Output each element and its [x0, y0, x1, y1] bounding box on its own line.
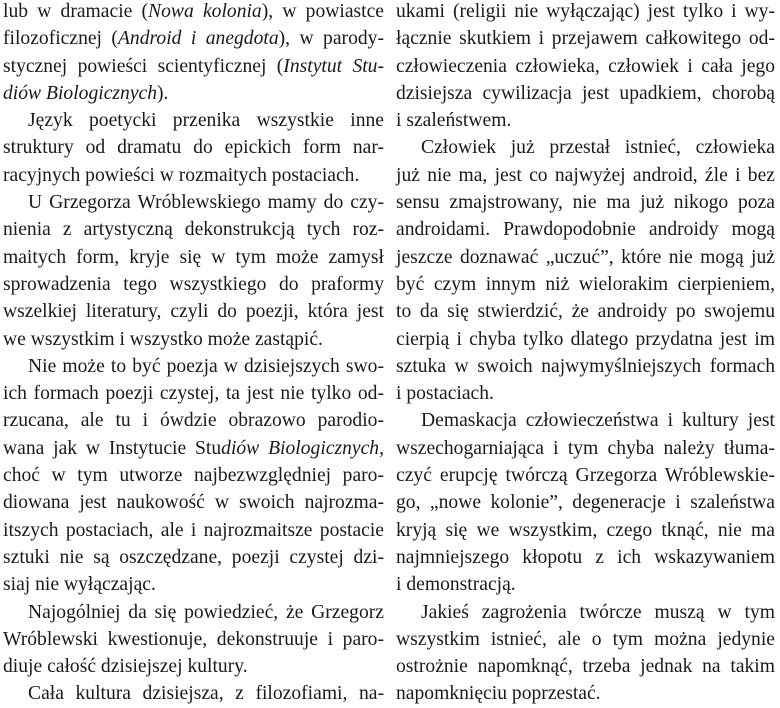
text-line: U Grzegorza Wróblewskiego mamy do czy- — [28, 192, 384, 214]
text-line: struktury od dramatu do epickich form nar- — [3, 137, 384, 159]
text-line: diowana jest naukowość w swoich najrozma- — [3, 492, 384, 514]
text-line: być czym innym niż wielorakim cierpieniem, — [396, 273, 775, 295]
text-line: sprowadzenia tego wszystkiego do praformy — [3, 273, 384, 295]
text-line: człowieczenia człowieka, człowiek i cała jego — [396, 55, 775, 77]
text-line: Cała kultura dzisiejsza, z filozofiami, na- — [28, 683, 384, 705]
text-line: Demaskacja człowieczeństwa i kultury jest — [421, 410, 775, 432]
text-line: stycznej powieści scientyficznej (Instytut Stu- — [3, 55, 385, 77]
text-line: Język poetycki przenika wszystkie inne — [28, 110, 384, 132]
text-line: androidami. Prawdopodobnie androidy mogą — [396, 219, 775, 241]
text-line: dzisiejsza cywilizacja jest upadkiem, chorobą — [396, 82, 775, 104]
text-line: i postaciach. — [396, 383, 494, 405]
text-line: Jakieś zagrożenia twórcze muszą w tym — [421, 601, 775, 623]
text-line: ostrożnie napomknąć, trzeba jednak na takim — [396, 656, 775, 678]
text-line: Nie może to być poezja w dzisiejszych swo- — [28, 355, 384, 377]
text-line: wana jak w Instytucie Studiów Biologicznych, — [3, 437, 384, 459]
text-line: nienia z artystyczną dekonstrukcją tych roz- — [3, 219, 384, 241]
text-line: Najogólniej da się powiedzieć, że Grzegorz — [28, 601, 384, 623]
text-line: sensu zmajstrowany, nie ma już nikogo poza — [396, 192, 775, 214]
text-line: i szaleństwem. — [396, 110, 512, 132]
text-line: ukami (religii nie wyłączając) jest tylko i wy- — [396, 1, 775, 22]
text-line: maitych form, kryje się w tym może zamysł — [3, 246, 384, 268]
italic-title: Nowa kolonia — [148, 1, 262, 22]
text-line: to da się stwierdzić, że androidy po swojemu — [396, 301, 775, 323]
text-line: sztuki nie są oszczędzane, poezji czystej dzi- — [3, 546, 384, 568]
text-line: wszystkim istnieć, ale o tym można jedynie — [396, 628, 775, 650]
italic-title: Android i anegdota — [117, 28, 279, 50]
text-line: czyć erupcję twórczą Grzegorza Wróblewskie- — [396, 465, 775, 487]
text-line: już nie ma, jest co najwyżej android, źle i bez — [396, 164, 775, 186]
text-line: itszych postaciach, ale i najrozmaitsze postacie — [3, 519, 384, 541]
text-line: diów Biologicznych). — [3, 82, 169, 104]
text-line: cierpią i chyba tylko dlatego przydatna jest im — [396, 328, 775, 350]
italic-title: diów Biologicznych — [3, 82, 158, 104]
right-text-column — [396, 0, 775, 708]
text-line: lub w dramacie (Nowa kolonia), w powiastce — [3, 1, 385, 22]
text-line: Wróblewski kwestionuje, dekonstruuje i paro- — [3, 628, 384, 650]
text-line: sztuka w swoich najwymyślniejszych formach — [396, 355, 775, 377]
text-line: jeszcze doznawać „uczuć”, które nie mogą już — [396, 246, 775, 268]
italic-title: diów Biologicznych — [221, 437, 380, 459]
text-line: filozoficznej (Android i anegdota), w parody- — [3, 28, 384, 50]
text-line: siaj nie wyłączając. — [3, 574, 156, 596]
text-line: kryją się we wszystkim, czego tknąć, nie ma — [396, 519, 775, 541]
text-line: diuje całość dzisiejszej kultury. — [3, 656, 248, 678]
text-line: go, „nowe kolonie”, degeneracje i szaleństwa — [396, 492, 775, 514]
text-line: Człowiek już przestał istnieć, człowieka — [421, 137, 775, 159]
text-line: napomknięciu poprzestać. — [396, 683, 601, 705]
text-line: rzucana, ale tu i ówdzie obrazowo parodio- — [3, 410, 384, 432]
italic-title: Instytut Stu- — [283, 55, 385, 77]
text-line: wszelkiej literatury, czyli do poezji, która jest — [3, 301, 384, 323]
text-line: choć w tym utworze najbezwzględniej paro- — [3, 465, 384, 487]
text-line: najmniejszego kłopotu z ich wskazywaniem — [396, 546, 775, 568]
text-line: we wszystkim i wszystko może zastąpić. — [3, 328, 323, 350]
text-line: i demonstracją. — [396, 574, 516, 596]
text-line: łącznie skutkiem i przejawem całkowitego od- — [396, 28, 775, 50]
text-line: racyjnych powieści w rozmaitych postaciach. — [3, 164, 360, 186]
text-line: wszechogarniająca i tym chyba należy tłuma- — [396, 437, 775, 459]
left-text-column — [3, 0, 384, 708]
text-line: ich formach poezji czystej, ta jest nie tylko od- — [3, 383, 384, 405]
